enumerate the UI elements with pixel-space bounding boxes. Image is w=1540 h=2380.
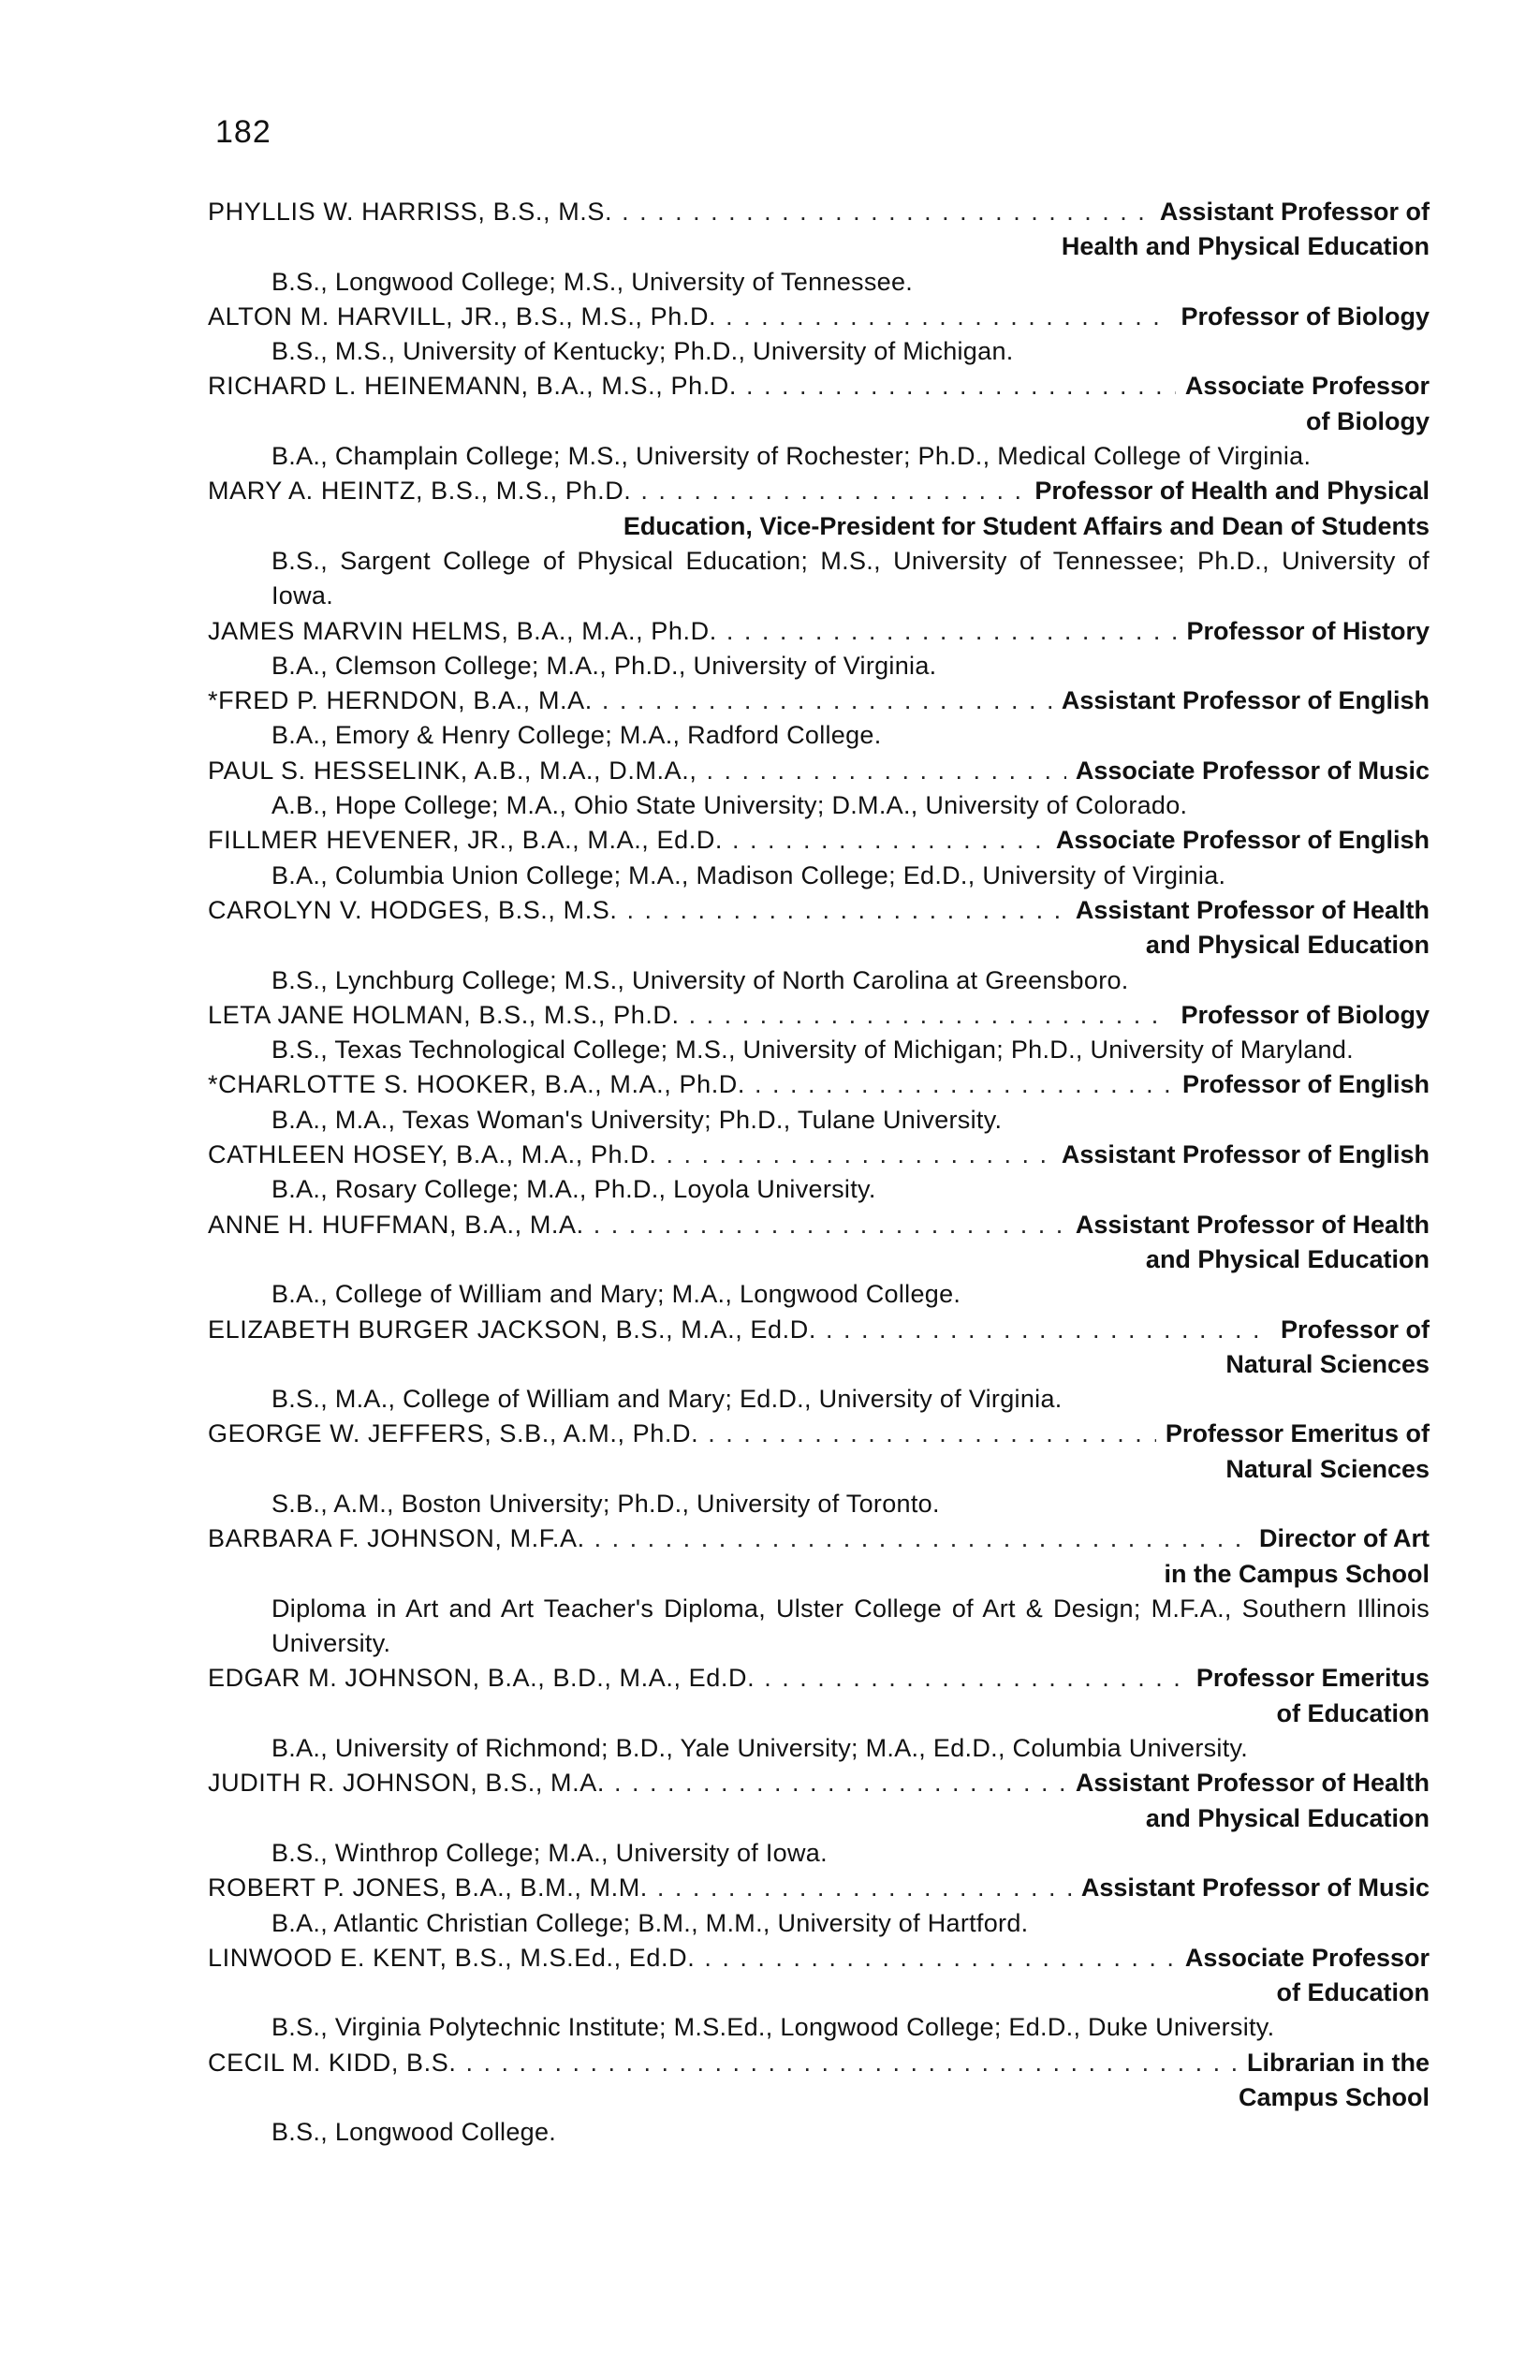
dot-leader	[640, 474, 1025, 508]
entry-heading	[208, 614, 1430, 649]
dot-leader	[755, 1067, 1173, 1102]
dot-leader	[594, 1208, 1066, 1242]
faculty-title: Assistant Professor of English	[1061, 1140, 1430, 1169]
faculty-degrees: B.S., Longwood College; M.S., University of Tennessee.	[271, 267, 914, 296]
faculty-entry	[208, 823, 1430, 893]
dot-leader	[726, 614, 1178, 649]
entry-heading	[208, 2046, 1430, 2080]
faculty-degrees: Diploma in Art and Art Teacher's Diploma, Ulster College of Art & Design; M.F.A., Southern Illinois University.	[271, 1594, 1430, 1658]
faculty-degrees: B.A., Atlantic Christian College; B.M., M.M., University of Hartford.	[271, 1908, 1029, 1937]
faculty-name: LINWOOD E. KENT, B.S., M.S.Ed., Ed.D.	[208, 1943, 696, 1972]
faculty-degrees: B.S., Lynchburg College; M.S., University of North Carolina at Greensboro.	[271, 965, 1129, 994]
faculty-title-continued: Education, Vice-President for Student Affairs and Dean of Students	[623, 511, 1430, 540]
faculty-name: ELIZABETH BURGER JACKSON, B.S., M.A., Ed.D.	[208, 1315, 816, 1344]
faculty-name: ANNE H. HUFFMAN, B.A., M.A.	[208, 1210, 584, 1239]
dot-leader	[602, 683, 1052, 718]
faculty-entry	[208, 369, 1430, 474]
dot-leader	[706, 754, 1065, 788]
faculty-entry	[208, 300, 1430, 370]
faculty-entry	[208, 1067, 1430, 1138]
faculty-entry	[208, 1208, 1430, 1313]
faculty-title: Assistant Professor of Health	[1075, 1769, 1430, 1798]
dot-leader	[746, 369, 1176, 404]
dot-leader	[627, 893, 1066, 928]
entry-heading	[208, 1067, 1430, 1102]
faculty-title: Professor of	[1280, 1315, 1430, 1344]
dot-leader	[764, 1661, 1187, 1696]
faculty-title: Assistant Professor of English	[1061, 686, 1430, 715]
faculty-entry	[208, 1521, 1430, 1661]
faculty-entry	[208, 683, 1430, 754]
faculty-title: Director of Art	[1258, 1524, 1430, 1553]
faculty-entry	[208, 1871, 1430, 1941]
faculty-title-continued: of Biology	[1306, 406, 1430, 435]
entry-heading	[208, 823, 1430, 858]
faculty-name: PHYLLIS W. HARRISS, B.S., M.S.	[208, 198, 613, 226]
faculty-name: CECIL M. KIDD, B.S.	[208, 2048, 457, 2077]
faculty-degrees: B.A., Clemson College; M.A., Ph.D., University of Virginia.	[271, 651, 937, 680]
entry-heading	[208, 998, 1430, 1033]
faculty-degrees: B.S., Winthrop College; M.A., University of Iowa.	[271, 1838, 828, 1867]
faculty-name: RICHARD L. HEINEMANN, B.A., M.S., Ph.D.	[208, 372, 737, 401]
entry-heading	[208, 1661, 1430, 1696]
page-number: 182	[215, 114, 271, 150]
faculty-name: CATHLEEN HOSEY, B.A., M.A., Ph.D.	[208, 1140, 657, 1169]
faculty-name: JAMES MARVIN HELMS, B.A., M.A., Ph.D.	[208, 616, 717, 645]
faculty-title-continued: in the Campus School	[1164, 1559, 1430, 1588]
faculty-title-continued: and Physical Education	[1145, 931, 1430, 960]
faculty-title-continued: and Physical Education	[1145, 1803, 1430, 1832]
faculty-title-continued: Campus School	[1238, 2083, 1430, 2112]
dot-leader	[666, 1138, 1051, 1172]
faculty-title: Professor of Health and Physical	[1034, 477, 1430, 506]
entry-heading	[208, 1766, 1430, 1800]
faculty-title-continued: of Education	[1276, 1698, 1430, 1727]
faculty-name: MARY A. HEINTZ, B.S., M.S., Ph.D.	[208, 477, 632, 506]
faculty-degrees: B.A., Rosary College; M.A., Ph.D., Loyola University.	[271, 1175, 876, 1204]
entry-heading	[208, 300, 1430, 334]
faculty-name: PAUL S. HESSELINK, A.B., M.A., D.M.A.,	[208, 756, 697, 785]
dot-leader	[622, 195, 1151, 229]
faculty-title: Professor of Biology	[1181, 301, 1430, 331]
entry-heading	[208, 754, 1430, 788]
entry-heading	[208, 893, 1430, 928]
faculty-title-continued: and Physical Education	[1145, 1244, 1430, 1273]
entry-heading	[208, 1941, 1430, 1976]
faculty-list	[208, 195, 1430, 2151]
faculty-entry	[208, 1941, 1430, 2046]
faculty-name: EDGAR M. JOHNSON, B.A., B.D., M.A., Ed.D.	[208, 1664, 755, 1693]
faculty-title: Professor of History	[1186, 616, 1430, 645]
dot-leader	[726, 300, 1171, 334]
faculty-title: Associate Professor of English	[1055, 826, 1430, 855]
faculty-degrees: B.A., College of William and Mary; M.A., Longwood College.	[271, 1280, 961, 1309]
faculty-name: ALTON M. HARVILL, JR., B.S., M.S., Ph.D.	[208, 301, 717, 331]
faculty-degrees: B.S., Texas Technological College; M.S., University of Michigan; Ph.D., University of Maryland.	[271, 1036, 1354, 1065]
faculty-name: ROBERT P. JONES, B.A., B.M., M.M.	[208, 1873, 648, 1903]
entry-heading	[208, 1138, 1430, 1172]
faculty-title: Associate Professor	[1184, 372, 1430, 401]
faculty-name: CAROLYN V. HODGES, B.S., M.S.	[208, 895, 618, 924]
faculty-title: Assistant Professor of Health	[1075, 1210, 1430, 1239]
dot-leader	[465, 2046, 1238, 2080]
faculty-title: Professor of Biology	[1181, 1000, 1430, 1029]
faculty-title: Associate Professor of Music	[1075, 756, 1430, 785]
faculty-entry	[208, 1313, 1430, 1418]
faculty-degrees: A.B., Hope College; M.A., Ohio State University; D.M.A., University of Colorado.	[271, 791, 1188, 820]
faculty-title: Associate Professor	[1184, 1943, 1430, 1972]
faculty-degrees: B.S., M.S., University of Kentucky; Ph.D., University of Michigan.	[271, 337, 1014, 366]
faculty-entry	[208, 474, 1430, 613]
faculty-name: LETA JANE HOLMAN, B.S., M.S., Ph.D.	[208, 1000, 680, 1029]
faculty-title-continued: of Education	[1276, 1978, 1430, 2007]
faculty-title: Assistant Professor of Music	[1080, 1873, 1430, 1903]
dot-leader	[732, 823, 1047, 858]
faculty-title: Assistant Professor of	[1159, 198, 1430, 226]
faculty-name: *FRED P. HERNDON, B.A., M.A.	[208, 686, 593, 715]
faculty-entry	[208, 1766, 1430, 1871]
entry-heading	[208, 1521, 1430, 1556]
dot-leader	[708, 1417, 1156, 1451]
faculty-degrees: B.S., Sargent College of Physical Education; M.S., University of Tennessee; Ph.D., University of Iowa.	[271, 546, 1430, 610]
faculty-degrees: B.A., Emory & Henry College; M.A., Radford College.	[271, 721, 882, 750]
dot-leader	[704, 1941, 1176, 1976]
dot-leader	[689, 998, 1172, 1033]
dot-leader	[614, 1766, 1066, 1800]
faculty-title-continued: Health and Physical Education	[1061, 232, 1430, 261]
entry-heading	[208, 683, 1430, 718]
entry-heading	[208, 474, 1430, 508]
faculty-entry	[208, 1661, 1430, 1766]
faculty-entry	[208, 1138, 1430, 1208]
dot-leader	[826, 1313, 1271, 1347]
faculty-degrees: B.A., Champlain College; M.S., University of Rochester; Ph.D., Medical College of Virginia.	[271, 442, 1312, 471]
dot-leader	[594, 1521, 1250, 1556]
faculty-degrees: B.S., M.A., College of William and Mary; Ed.D., University of Virginia.	[271, 1385, 1063, 1414]
entry-heading	[208, 195, 1430, 229]
faculty-title: Professor Emeritus	[1195, 1664, 1430, 1693]
faculty-entry	[208, 2046, 1430, 2151]
faculty-entry	[208, 1417, 1430, 1521]
faculty-degrees: B.A., University of Richmond; B.D., Yale University; M.A., Ed.D., Columbia University.	[271, 1734, 1249, 1763]
faculty-entry	[208, 754, 1430, 824]
faculty-name: *CHARLOTTE S. HOOKER, B.A., M.A., Ph.D.	[208, 1070, 746, 1099]
faculty-degrees: B.S., Longwood College.	[271, 2118, 557, 2147]
faculty-title: Professor of English	[1181, 1070, 1430, 1099]
faculty-name: GEORGE W. JEFFERS, S.B., A.M., Ph.D.	[208, 1419, 699, 1448]
faculty-name: JUDITH R. JOHNSON, B.S., M.A.	[208, 1769, 605, 1798]
faculty-title-continued: Natural Sciences	[1225, 1349, 1430, 1378]
faculty-title: Assistant Professor of Health	[1075, 895, 1430, 924]
entry-heading	[208, 1313, 1430, 1347]
faculty-degrees: B.A., Columbia Union College; M.A., Madison College; Ed.D., University of Virginia.	[271, 860, 1226, 889]
faculty-entry	[208, 998, 1430, 1068]
entry-heading	[208, 1871, 1430, 1905]
faculty-name: BARBARA F. JOHNSON, M.F.A.	[208, 1524, 585, 1553]
faculty-title: Professor Emeritus of	[1165, 1419, 1430, 1448]
entry-heading	[208, 369, 1430, 404]
faculty-degrees: S.B., A.M., Boston University; Ph.D., University of Toronto.	[271, 1489, 940, 1518]
faculty-entry	[208, 614, 1430, 684]
faculty-degrees: B.A., M.A., Texas Woman's University; Ph.D., Tulane University.	[271, 1105, 1003, 1134]
entry-heading	[208, 1208, 1430, 1242]
faculty-title: Librarian in the	[1246, 2048, 1430, 2077]
faculty-entry	[208, 893, 1430, 998]
faculty-name: FILLMER HEVENER, JR., B.A., M.A., Ed.D.	[208, 826, 724, 855]
faculty-degrees: B.S., Virginia Polytechnic Institute; M.S.Ed., Longwood College; Ed.D., Duke University.	[271, 2013, 1275, 2042]
faculty-title-continued: Natural Sciences	[1225, 1454, 1430, 1483]
entry-heading	[208, 1417, 1430, 1451]
faculty-entry	[208, 195, 1430, 300]
dot-leader	[657, 1871, 1072, 1905]
